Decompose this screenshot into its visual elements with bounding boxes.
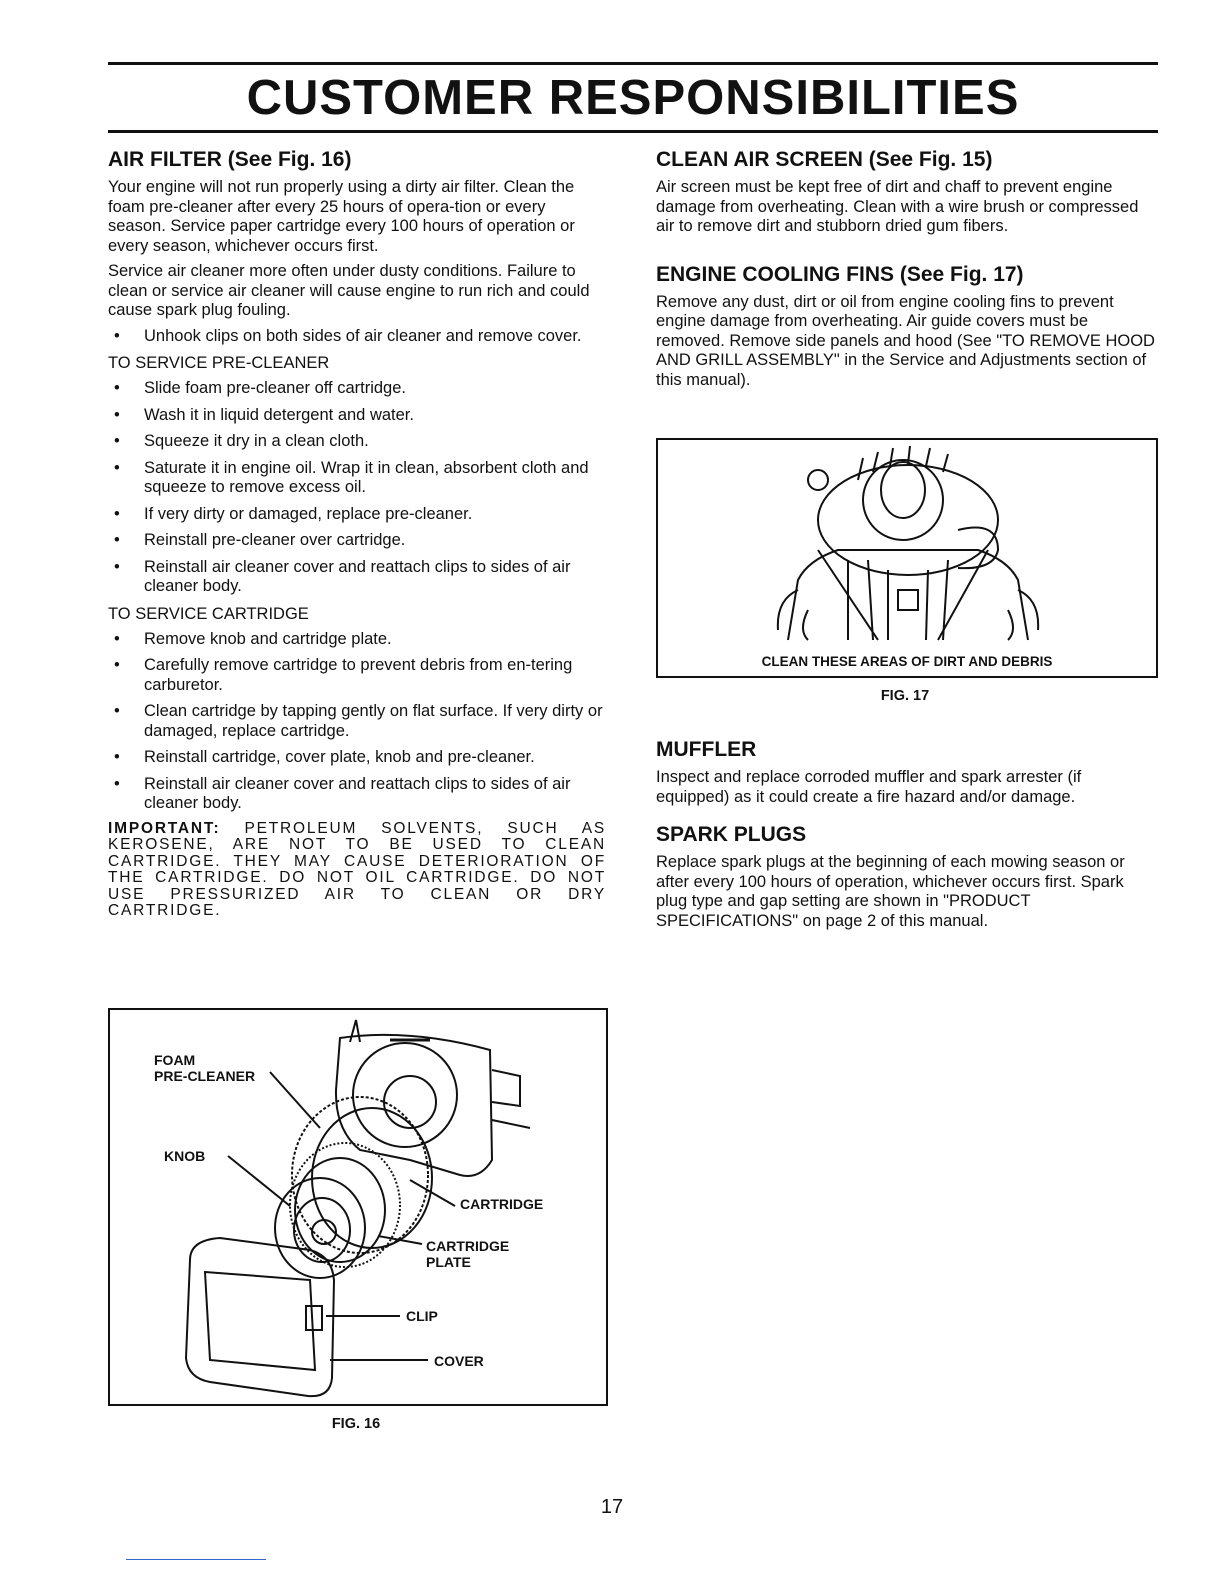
label-cover: COVER <box>434 1353 484 1369</box>
list-item: • Clean cartridge by tapping gently on flat surface. If very dirty or damaged, replace cartridge. <box>108 702 606 741</box>
important-label: IMPORTANT: <box>108 819 221 837</box>
list-item: • Reinstall cartridge, cover plate, knob and pre-cleaner. <box>108 748 606 768</box>
fig17-inner-caption: CLEAN THESE AREAS OF DIRT AND DEBRIS <box>761 654 1053 669</box>
list-item: • Reinstall air cleaner cover and reattach clips to sides of air cleaner body. <box>108 558 606 597</box>
muffler-text: Inspect and replace corroded muffler and spark arrester (if equipped) as it could create a fire hazard and/or damage. <box>656 768 1082 806</box>
list-item: • Reinstall air cleaner cover and reattach clips to sides of air cleaner body. <box>108 775 606 814</box>
label-cartridge-plate-line2: PLATE <box>426 1254 471 1270</box>
page-number: 17 <box>600 1496 624 1518</box>
pre-cleaner-subheading: TO SERVICE PRE-CLEANER <box>108 354 330 372</box>
footer-link-line <box>126 1559 266 1560</box>
air-filter-main-list <box>108 327 606 347</box>
cooling-fins-text: Remove any dust, dirt or oil from engine cooling fins to prevent engine damage from overheating. Air guide covers must be removed. Remove side panels and hood (See "TO REMOVE HOOD AND GRILL ASSEMBLY" in the Service and Adjustments section of this manual). <box>656 292 1155 389</box>
important-text: PETROLEUM SOLVENTS, SUCH AS KEROSENE, ARE NOT TO BE USED TO CLEAN CARTRIDGE. THEY MAY CAUSE DETERIORATION OF THE CARTRIDGE. DO NOT OIL CARTRIDGE. DO NOT USE PRESSURIZED AIR TO CLEAN OR DRY CARTRIDGE. <box>108 819 606 919</box>
list-item: • Slide foam pre-cleaner off cartridge. <box>108 379 606 399</box>
list-item: • Reinstall pre-cleaner over cartridge. <box>108 531 606 551</box>
list-item: • Wash it in liquid detergent and water. <box>108 406 606 426</box>
cartridge-subheading: TO SERVICE CARTRIDGE <box>108 604 309 623</box>
air-filter-heading: AIR FILTER (See Fig. 16) <box>108 148 352 171</box>
spark-plugs-heading: SPARK PLUGS <box>656 823 807 846</box>
list-item: • Saturate it in engine oil. Wrap it in clean, absorbent cloth and squeeze to remove excess oil. <box>108 459 606 498</box>
cooling-fins-heading: ENGINE COOLING FINS (See Fig. 17) <box>656 262 1024 286</box>
fig16-frame <box>108 1008 608 1406</box>
right-column <box>656 148 1156 396</box>
left-column <box>108 148 606 920</box>
list-item: • Remove knob and cartridge plate. <box>108 630 606 650</box>
fig17-frame <box>656 438 1158 678</box>
label-clip: CLIP <box>406 1308 438 1324</box>
title-underline <box>108 130 1158 133</box>
label-cartridge: CARTRIDGE <box>460 1196 544 1212</box>
label-pre-cleaner: PRE-CLEANER <box>154 1068 256 1084</box>
muffler-heading: MUFFLER <box>656 738 757 761</box>
page-title: CUSTOMER RESPONSIBILITIES <box>246 71 1020 125</box>
label-cartridge-plate-line1: CARTRIDGE <box>426 1238 510 1254</box>
right-column-lower <box>656 738 1156 937</box>
list-item: • If very dirty or damaged, replace pre-cleaner. <box>108 505 606 525</box>
important-notice <box>108 821 606 920</box>
clean-air-screen-heading: CLEAN AIR SCREEN (See Fig. 15) <box>656 148 993 171</box>
top-rule <box>108 62 1158 65</box>
air-filter-paragraph-1: Your engine will not run properly using a dirty air filter. Clean the foam pre-cleaner after every 25 hours of opera-tion or every season. Service paper cartridge every 100 hours of operation or every season, whichever occurs first. <box>108 178 575 255</box>
fig17-caption: FIG. 17 <box>880 688 930 704</box>
spark-plugs-text: Replace spark plugs at the beginning of each mowing season or after every 100 hours of operation, whichever occurs first. Spark plug type and gap setting are shown in "PRODUCT SPECIFICATIONS" on page 2 of this manual. <box>656 853 1125 930</box>
air-filter-paragraph-2: Service air cleaner more often under dusty conditions. Failure to clean or service air cleaner will cause engine to run rich and could cause spark plug fouling. <box>108 262 590 319</box>
list-item: • Squeeze it dry in a clean cloth. <box>108 432 606 452</box>
label-knob: KNOB <box>164 1148 206 1164</box>
clean-air-screen-text: Air screen must be kept free of dirt and chaff to prevent engine damage from overheating. Clean with a wire brush or compressed air to remove dirt and stubborn dried gum fibers. <box>656 178 1139 235</box>
label-foam: FOAM <box>154 1052 196 1068</box>
fig16-caption: FIG. 16 <box>331 1416 381 1432</box>
engine-cooling-fins-illustration <box>658 440 1156 650</box>
pre-cleaner-steps <box>108 379 606 597</box>
list-item: • Carefully remove cartridge to prevent debris from en-tering carburetor. <box>108 656 606 695</box>
list-item: • Unhook clips on both sides of air cleaner and remove cover. <box>108 327 606 347</box>
cartridge-steps <box>108 630 606 814</box>
